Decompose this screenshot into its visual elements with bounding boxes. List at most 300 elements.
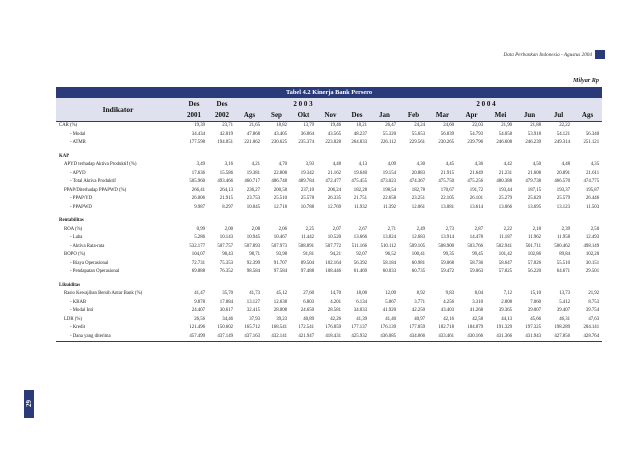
table-cell: 34.434 [191,131,205,137]
table-cell: 97.488 [300,269,314,274]
table-cell: 26.101 [469,196,483,201]
table-cell: 197.325 [525,325,541,330]
table-cell: 9.987 [194,204,205,210]
table-cell: 502.941 [496,243,512,249]
table-cell: 28.008 [273,308,287,313]
row-label: APYD terhadap Aktiva Produktif (%) [64,162,137,167]
table-cell: 172.541 [298,325,314,330]
table-cell: 229.561 [409,140,425,145]
table-row [56,170,602,179]
unit-label: Milyar Rp [573,77,599,84]
table-cell: 8.753 [588,299,600,305]
table-cell: 5.286 [194,235,205,240]
table-cell: 437.163 [244,333,260,339]
table-cell: 53.918 [527,131,541,137]
table-cell: 41.268 [469,308,483,313]
table-cell: 97.584 [273,269,287,274]
row-label: - Pendapatan Operasional [70,269,120,274]
table-cell: 434.066 [409,333,425,339]
des-header-2001: Des [180,98,208,109]
table-cell: 25.510 [273,196,287,201]
row-label: - Aktiva Rata-rata [70,243,105,249]
table-cell: 41,47 [194,291,205,296]
table-cell: 430.166 [467,333,483,339]
month-2004-header: Mei [486,109,515,121]
table-cell: 193,44 [498,187,512,193]
table-cell: 24,60 [443,123,454,128]
table-cell: 58.647 [498,260,512,266]
table-cell: 45,66 [530,316,541,322]
table-cell: 6.803 [303,299,314,305]
table-cell: 2,87 [474,226,483,232]
month-2003-header: Okt [290,109,317,121]
table-cell: 13.081 [440,204,454,210]
table-cell: 36.064 [300,131,314,137]
month-2004-header: Jan [370,109,399,121]
table-cell: 2,00 [224,226,233,232]
table-cell: 177.137 [351,325,367,330]
table-cell: 11.442 [300,235,314,240]
table-cell: 10.045 [246,204,260,210]
table-cell: 421.947 [298,333,314,339]
table-cell: 21.231 [498,170,512,176]
table-cell: 41,39 [356,316,367,322]
table-cell: 2.808 [501,299,512,305]
table-cell: 480.388 [496,179,512,184]
table-cell: 11.958 [556,235,570,240]
table-cell: 13.127 [246,299,260,305]
row-label: - Dana yang diterima [70,333,111,339]
row-label: PPAP/Diterhadap PPAPWD (%) [64,187,127,193]
table-cell: 4,42 [503,162,512,167]
table-cell: 55.320 [382,131,396,137]
table-cell: 76.352 [219,269,233,274]
row-label: - ATMR [70,140,86,145]
table-cell: 6.134 [356,299,367,305]
des-header-2002: Des [208,98,236,109]
table-row [56,307,602,316]
table-cell: 92,07 [356,252,367,257]
table-cell: 4,50 [532,162,541,167]
table-cell: 39.407 [556,308,570,313]
table-cell: 479.738 [525,179,541,184]
table-row [56,282,602,291]
table-cell: 57.825 [498,269,512,274]
row-label: CAR (%) [59,123,78,128]
table-cell: 4,21 [251,162,260,167]
table-cell: 22.808 [273,170,287,176]
table-cell: 182,28 [353,187,367,193]
section-label: KAP [59,153,70,159]
row-label: - PPAP/YD [70,196,93,201]
table-cell: 193,37 [556,187,570,193]
table-cell: 75.353 [219,260,233,266]
table-cell: 17.636 [191,170,205,176]
table-cell: 40,97 [414,316,425,322]
table-cell: 176.859 [325,325,341,330]
table-cell: 89.504 [300,260,314,266]
table-cell: 4,70 [278,162,287,167]
table-cell: 23.251 [411,196,425,201]
row-label: Rasio Kewajiban Bersih Antar Bank (%) [64,291,143,296]
table-cell: 11.187 [498,235,512,240]
section-label: Rentabilitas [59,218,84,223]
row-label: - Modal [70,131,86,137]
table-cell: 19.640 [353,170,367,176]
table-cell: 39.754 [585,308,600,313]
table-cell: 4,13 [358,162,367,167]
table-cell: 39.365 [498,308,512,313]
table-cell: 42.019 [219,131,233,137]
row-label: - Laba [70,235,83,240]
table-cell: 2,67 [358,226,367,232]
table-cell: 55.653 [411,131,425,137]
table-cell: 102,20 [585,252,600,257]
table-cell: 251.121 [583,140,600,145]
table-cell: 236,27 [246,187,260,193]
table-cell: 194.051 [217,140,233,145]
table-cell: 4,48 [561,162,570,167]
table-cell: 42,16 [443,316,454,322]
table-cell: 34.033 [353,308,367,313]
table-cell: 460.717 [244,179,260,184]
table-cell: 32.415 [246,308,260,313]
table-cell: 4,45 [445,162,454,167]
table-cell: 13,79 [303,123,314,128]
table-cell: 191.329 [496,325,512,330]
table-cell: 12.769 [327,204,341,210]
table-cell: 100,41 [411,252,425,257]
table-row [56,217,602,226]
table-cell: 98.584 [246,269,260,274]
table-cell: 14.478 [469,235,483,240]
table-cell: 21.608 [527,170,541,176]
table-cell: 64.671 [556,269,570,274]
table-cell: 14,70 [330,291,341,296]
table-cell: 12.718 [273,204,287,210]
table-cell: 40,89 [303,316,314,322]
table-cell: 108.446 [325,269,341,274]
table-cell: 507.772 [325,243,341,249]
table-cell: 264,13 [219,187,233,193]
table-cell: 4.256 [443,299,454,305]
table-row [56,251,602,260]
table-cell: 187,15 [527,187,541,193]
table-cell: 25.279 [498,196,512,201]
table-cell: 12,09 [385,291,396,296]
year-2003-header: 2 0 0 3 [236,98,370,109]
table-cell: 165.712 [244,325,260,330]
table-cell: 19.381 [246,170,260,176]
table-cell: 46,31 [559,316,570,322]
table-cell: 20.891 [556,170,570,176]
table-cell: 474.367 [409,179,425,184]
row-label: - KBAB [70,299,87,305]
table-cell: 42.250 [411,308,425,313]
table-cell: 150.602 [217,325,233,330]
table-cell: 34,46 [222,316,233,322]
table-cell: 239.796 [467,140,483,145]
table-cell: 22,03 [472,123,483,128]
table-cell: 4,09 [387,162,396,167]
table-cell: 93,98 [276,252,287,257]
table-cell: 18,00 [356,291,367,296]
table-cell: 47.868 [246,131,260,137]
table-cell: 4,36 [474,162,483,167]
table-cell: 475.750 [438,179,454,184]
table-cell: 11.503 [586,204,600,210]
table-cell: 246.239 [525,140,541,145]
table-cell: 41,73 [249,291,260,296]
table-cell: 92.399 [246,260,260,266]
table-cell: 13.914 [440,235,454,240]
year-2001-header: 2001 [180,109,208,121]
table-cell: 22,22 [559,123,570,128]
table-cell: 425.932 [351,333,367,339]
table-cell: 2,49 [416,226,425,232]
table-cell: 475.455 [351,179,367,184]
table-cell: 21,92 [588,291,600,296]
year-2004-header: 2 0 0 4 [370,98,602,109]
table-cell: 7.060 [530,299,541,305]
table-cell: 3,16 [224,162,233,167]
table-cell: 418.431 [325,333,341,339]
table-cell: 60.735 [411,269,425,274]
table-cell: 230.265 [438,140,454,145]
table-cell: 24,24 [414,123,425,128]
table-row [56,204,602,213]
table-cell: 474.775 [583,179,600,184]
table-cell: 91,81 [303,252,314,257]
table-cell: 25.578 [300,196,314,201]
table-row [56,243,602,252]
table-cell: 44,13 [501,316,512,322]
table-row [56,324,602,333]
table-cell: 101,42 [498,252,512,257]
row-label: - PPAPWD [70,204,92,210]
table-cell: 200,58 [273,187,287,193]
table-cell: 21.162 [327,170,341,176]
table-row [56,299,602,308]
table-cell: 2,22 [503,226,512,232]
table-cell: 22.105 [440,196,454,201]
table-cell: 2,18 [532,226,541,232]
table-cell: 54.121 [556,131,570,137]
table-cell: 4.201 [330,299,341,305]
table-cell: 26.335 [327,196,341,201]
table-cell: 5.067 [385,299,396,305]
header-marker [595,50,605,59]
table-cell: 206,24 [327,187,341,193]
table-cell: 191,72 [469,187,483,193]
table-cell: 98,43 [222,252,233,257]
table-cell: 48.237 [353,131,367,137]
table-cell: 102,86 [527,252,541,257]
table-cell: 198,54 [382,187,396,193]
table-cell: 2,39 [561,226,570,232]
table-cell: 15.586 [219,170,233,176]
table-cell: 9,83 [445,291,454,296]
table-cell: 2,73 [445,226,454,232]
table-cell: 22.658 [382,196,396,201]
table-cell: 26,47 [385,123,396,128]
table-cell: 30.617 [219,308,233,313]
table-cell: 23.753 [246,196,260,201]
row-label: LDR (%) [64,316,82,322]
table-cell: 2,06 [278,226,287,232]
table-cell: 18,82 [276,123,287,128]
table-cell: 507.973 [271,243,287,249]
table-cell: 96,52 [385,252,396,257]
table-cell: 433.461 [438,333,454,339]
table-cell: 13.695 [527,204,541,210]
row-label: - Total Aktiva Produktif [70,179,116,184]
table-cell: 11.962 [527,235,541,240]
table-cell: 177.598 [189,140,205,145]
table-cell: 21.915 [219,196,233,201]
table-cell: 26,56 [194,316,205,322]
table-row [56,153,602,162]
table-cell: 457.499 [189,333,205,339]
indikator-header: Indikator [56,98,180,121]
table-cell: 37,93 [249,316,260,322]
table-cell: 3,49 [196,162,205,167]
row-label: - Kredit [70,325,86,330]
table-cell: 503.766 [467,243,483,249]
table-cell: 10.945 [246,235,260,240]
table-cell: 3.771 [414,299,425,305]
table-cell: 3,93 [305,162,314,167]
table-row [56,290,602,299]
table-row [56,161,602,170]
year-2002-header: 2002 [208,109,236,121]
page-number-tab [24,390,34,418]
table-cell: 47,63 [588,316,600,322]
table-cell: 11.932 [353,204,367,210]
table-cell: 98,71 [249,252,260,257]
table-cell: 21.751 [353,196,367,201]
table-cell: 235.374 [298,140,314,145]
table-cell: 8,92 [416,291,425,296]
table-cell: 177.859 [409,325,425,330]
table-cell: 437.149 [217,333,233,339]
table-cell: 4,35 [590,162,600,167]
table-cell: 121.496 [189,325,205,330]
table-cell: 498.149 [583,243,600,249]
table-cell: 5.412 [559,299,570,305]
month-2004-header: Mar [428,109,457,121]
table-cell: 12.493 [585,235,600,240]
table-row [56,226,602,235]
table-cell: 27,60 [303,291,314,296]
table-cell: 182,78 [411,187,425,193]
table-cell: 99,45 [472,252,483,257]
table-cell: 59.068 [440,260,454,266]
table-cell: 21.649 [469,170,483,176]
table-cell: 507.893 [244,243,260,249]
table-cell: 10.788 [300,204,314,210]
table-cell: 510.112 [380,243,396,249]
table-row [56,260,602,269]
table-cell: 475.256 [467,179,483,184]
month-2004-header: Apr [457,109,486,121]
table-cell: 8,04 [474,291,483,296]
row-label: - Biaya Operasional [70,260,109,266]
table-cell: 2,71 [387,226,396,232]
table-cell: 59.472 [440,269,454,274]
table-cell: 42,58 [472,316,483,322]
table-cell: 428.764 [583,333,600,339]
table-cell: 3.310 [472,299,483,305]
table-cell: 431.366 [496,333,512,339]
table-cell: 2,50 [590,226,600,232]
table-cell: 43.403 [440,308,454,313]
table-cell: 532.177 [189,243,205,249]
table-cell: 432.141 [271,333,287,339]
table-cell: 21,90 [501,123,512,128]
table-title: Tabel 4.2 Kinerja Bank Persero [56,87,602,98]
table-cell: 29.501 [585,269,600,274]
table-row [56,195,602,204]
table-cell: 226.112 [380,140,396,145]
table-cell: 56.392 [353,260,367,266]
table-cell: 45,12 [276,291,287,296]
table-cell: 466.570 [554,179,570,184]
table-cell: 9.878 [194,299,205,305]
month-2004-header: Jun [515,109,544,121]
table-cell: 102.164 [325,260,341,266]
table-cell: 58.184 [382,260,396,266]
table-cell: 13.066 [498,204,512,210]
table-cell: 30.151 [585,260,600,266]
table-cell: 54.793 [469,131,483,137]
table-cell: 237,10 [300,187,314,193]
table-cell: 60.033 [382,269,396,274]
table-cell: 43.405 [273,131,287,137]
table-cell: 21.611 [586,170,600,176]
table-cell: 2,25 [305,226,314,232]
table-cell: 21,88 [530,123,541,128]
section-label: Likuiditas [59,282,81,288]
table-cell: 195,87 [585,187,600,193]
month-2003-header: Nov [317,109,344,121]
table-cell: 246.608 [496,140,512,145]
table-cell: 39.007 [527,308,541,313]
month-2003-header: Ags [236,109,263,121]
table-cell: 21,65 [249,123,260,128]
table-row [56,234,602,243]
table-cell: 10.143 [219,235,233,240]
table-cell: 0,99 [196,226,205,232]
table-cell: 230.625 [271,140,287,145]
table-cell: 7,12 [503,291,512,296]
table-row [56,122,602,131]
table-cell: 431.943 [525,333,541,339]
table-cell: 12.683 [411,235,425,240]
table-cell: 56.340 [585,131,600,137]
table-row [56,131,602,140]
row-label: BOPO (%) [64,252,86,257]
table-row [56,316,602,325]
table-cell: 21.915 [440,170,454,176]
table-cell: 10.467 [273,235,287,240]
table-cell: 24.650 [300,308,314,313]
table-cell: 60.981 [411,260,425,266]
table-row [56,187,602,196]
table-cell: 41.920 [382,308,396,313]
table-cell: 2,07 [332,226,341,232]
table-cell: 54.058 [498,131,512,137]
